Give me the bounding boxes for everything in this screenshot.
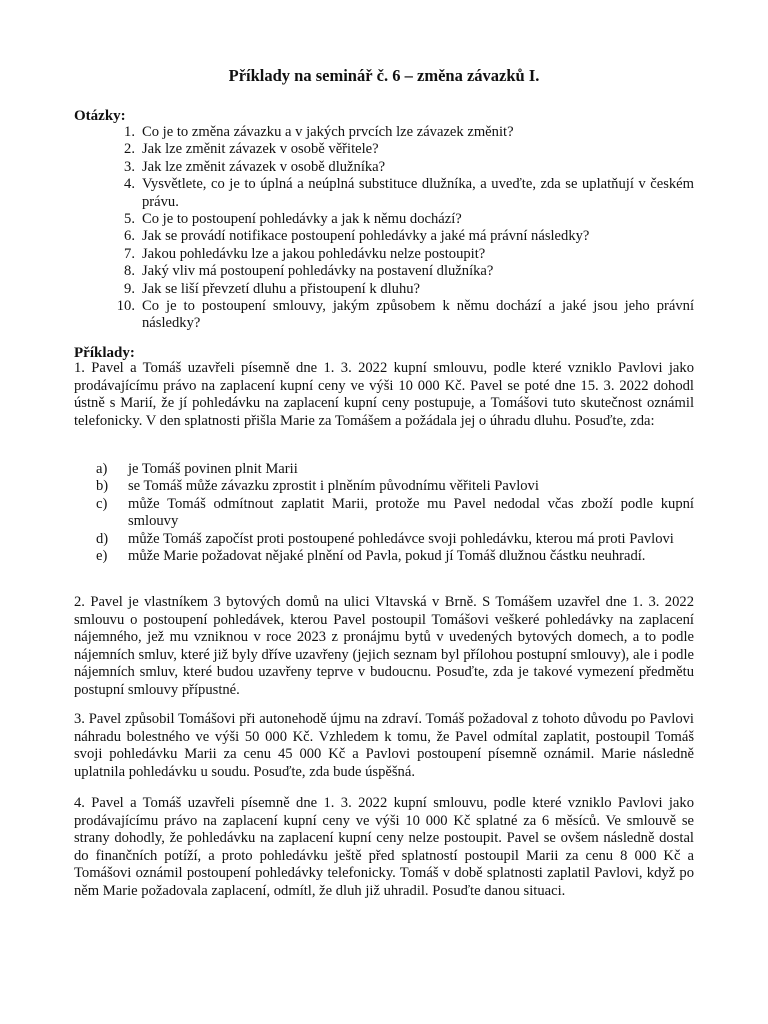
- option-text: je Tomáš povinen plnit Marii: [128, 461, 298, 477]
- question-text: Jak lze změnit závazek v osobě věřitele?: [142, 141, 379, 158]
- option-letter: c): [96, 495, 108, 512]
- option-text: může Marie požadovat nějaké plnění od Pavla, pokud jí Tomáš dlužnou částku neuhradí.: [128, 548, 646, 565]
- question-item: [74, 281, 694, 298]
- example-2-text: 2. Pavel je vlastníkem 3 bytových domů na ulici Vltavská v Brně. S Tomášem uzavřel dne 1. 3. 2022 smlouvu o postoupení pohledávek, kterou Pavel postoupil Tomášovi veškeré pohledávky na zaplacení nájemného, jež mu vzniknou v roce 2023 z pronájmu bytů v uvedených bytových domech, a to podle nájemních smluv, které již byly dříve uzavřeny (jejich seznam byl přílohou postupní smlouvy), ale i podle nájemních smluv, které budou uzavřeny teprve v budoucnu. Posuďte, zda je takové vymezení předmětu postupní smlouvy přípustné.: [74, 594, 694, 698]
- question-item: [74, 263, 694, 280]
- question-text: Co je to změna závazku a v jakých prvcích lze závazek změnit?: [142, 124, 514, 140]
- option-text: se Tomáš může závazku zprostit i plněním původnímu věřiteli Pavlovi: [128, 478, 539, 495]
- question-number: 5.: [124, 211, 135, 228]
- question-number: 2.: [124, 141, 135, 158]
- option-letter: d): [96, 530, 109, 547]
- question-number: 6.: [124, 228, 135, 245]
- option-item: [74, 548, 694, 565]
- option-item: [74, 496, 694, 531]
- option-letter: b): [96, 478, 109, 495]
- example-3-text: 3. Pavel způsobil Tomášovi při autonehodě újmu na zdraví. Tomáš požadoval z tohoto důvodu po Pavlovi náhradu bolestného ve výši 50 000 Kč. Vzhledem k tomu, že Pavel odmítal zaplatit, postoupil Tomáš svoji pohledávku Marii za cenu 45 000 Kč a Pavlovi postoupení písemně oznámil. Marie následně uplatnila pohledávku u soudu. Posuďte, zda bude úspěšná.: [74, 711, 694, 780]
- question-text: Jaký vliv má postoupení pohledávky na postavení dlužníka?: [142, 263, 494, 280]
- questions-heading: Otázky:: [74, 108, 126, 124]
- question-text: Jak se provádí notifikace postoupení pohledávky a jaké má právní následky?: [142, 228, 590, 245]
- option-item: [74, 531, 694, 548]
- example-1-text: 1. Pavel a Tomáš uzavřeli písemně dne 1. 3. 2022 kupní smlouvu, podle které vzniklo Pavlovi jako prodávajícímu právo na zaplacení kupní ceny ve výši 10 000 Kč. Pavel se poté dne 15. 3. 2022 dohodl ústně s Marií, že jí pohledávku na zaplacení kupní ceny postupuje, a Tomášovi tuto skutečnost oznámil telefonicky. V den splatnosti přišla Marie za Tomášem a požádala jej o úhradu dluhu. Posuďte, zda:: [74, 360, 694, 429]
- example-4-text: 4. Pavel a Tomáš uzavřeli písemně dne 1. 3. 2022 kupní smlouvu, podle které vzniklo Pavlovi jako prodávajícímu právo na zaplacení kupní ceny ve výši 10 000 Kč splatné za 6 měsíců. Ve smlouvě se strany dohodly, že pohledávku na zaplacení kupní ceny nelze postoupit. Pavel se ovšem následně dostal do finančních potíží, a proto pohledávku ještě před splatností postoupil Marii za cenu 8 000 Kč a Tomášovi oznámil postoupení pohledávky telefonicky. Tomáš v době splatnosti zaplatil Pavlovi, když po něm Marie požadovala zaplacení, odmítl, že dluh již uhradil. Posuďte danou situaci.: [74, 795, 694, 899]
- question-text: Vysvětlete, co je to úplná a neúplná substituce dlužníka, a uveďte, zda se uplatňují v českém právu.: [142, 176, 694, 210]
- question-number: 1.: [124, 124, 135, 140]
- question-text: Co je to postoupení smlouvy, jakým způsobem k němu dochází a jaké jsou jeho právní následky?: [142, 298, 694, 332]
- examples-heading: Příklady:: [74, 345, 135, 361]
- example-1-options: [74, 461, 694, 565]
- question-text: Jak se liší převzetí dluhu a přistoupení k dluhu?: [142, 280, 421, 297]
- question-item: [74, 124, 694, 141]
- questions-list: [74, 124, 694, 333]
- question-item: [74, 298, 694, 333]
- question-item: [74, 211, 694, 228]
- question-text: Jak lze změnit závazek v osobě dlužníka?: [142, 158, 386, 175]
- question-number: 7.: [124, 245, 135, 262]
- option-letter: e): [96, 548, 108, 565]
- page-title: Příklady na seminář č. 6 – změna závazků I.: [228, 66, 540, 85]
- option-letter: a): [96, 461, 108, 477]
- question-item: [74, 159, 694, 176]
- question-number: 8.: [124, 263, 135, 280]
- question-item: [74, 176, 694, 211]
- question-text: Co je to postoupení pohledávky a jak k němu dochází?: [142, 211, 462, 228]
- question-number: 3.: [124, 158, 135, 175]
- option-item: [74, 461, 694, 478]
- question-number: 4.: [124, 176, 135, 193]
- question-item: [74, 228, 694, 245]
- option-item: [74, 478, 694, 495]
- option-text: může Tomáš odmítnout zaplatit Marii, protože mu Pavel nedodal včas zboží podle kupní smlouvy: [128, 495, 694, 530]
- question-number: 10.: [116, 298, 135, 315]
- option-text: může Tomáš započíst proti postoupené pohledávce svoji pohledávku, kterou má proti Pavlovi: [128, 530, 674, 547]
- question-text: Jakou pohledávku lze a jakou pohledávku nelze postoupit?: [142, 245, 486, 262]
- question-item: [74, 246, 694, 263]
- question-number: 9.: [124, 280, 135, 297]
- question-item: [74, 141, 694, 158]
